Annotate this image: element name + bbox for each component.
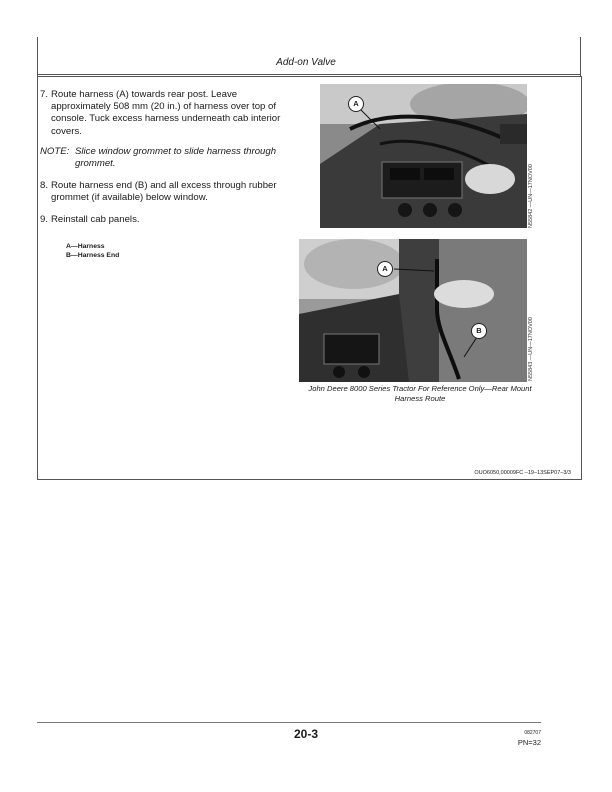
step-text: Route harness (A) towards rear post. Leave approximately 508 mm (20 in.) of harness over top of console. Tuck excess harness underneath cab interior covers.: [51, 89, 281, 137]
document-code: OUO6050,00009FC –19–13SEP07–3/3: [474, 470, 571, 476]
page-pn: PN=32: [517, 738, 541, 747]
section-title: Add-on Valve: [276, 57, 336, 68]
step-number: 8.: [40, 180, 49, 191]
step-text: Reinstall cab panels.: [51, 214, 140, 225]
photo-harness-over-console: [320, 84, 527, 228]
photo-2-code: N55843 —UN—17NOV00: [528, 317, 534, 381]
step-8: [40, 180, 290, 204]
step-text: Route harness end (B) and all excess through rubber grommet (if available) below window.: [51, 180, 277, 204]
step-9: [40, 214, 290, 226]
step-number: 9.: [40, 214, 49, 225]
note-text: Slice window grommet to slide harness through grommet.: [75, 146, 277, 170]
photo-harness-rear-post: [299, 239, 527, 382]
photo-1-code: N55842 —UN—17NOV00: [528, 164, 534, 228]
note-label: NOTE:: [40, 146, 70, 157]
note: [40, 146, 290, 170]
photo-2-illustration: [299, 239, 527, 382]
legend-item-b: B—Harness End: [66, 252, 120, 259]
footer-rule: [37, 722, 541, 723]
step-number: 7.: [40, 89, 49, 100]
figure-caption: John Deere 8000 Series Tractor For Reference Only—Rear Mount Harness Route: [308, 384, 532, 403]
step-7: [40, 89, 290, 138]
legend-item-a: A—Harness: [66, 243, 105, 250]
header-rule: [37, 74, 581, 75]
page-date: 082707: [524, 730, 541, 736]
page-number: 20-3: [293, 727, 319, 741]
callout-b: B: [471, 323, 487, 339]
callout-a: A: [348, 96, 364, 112]
callout-a: A: [377, 261, 393, 277]
